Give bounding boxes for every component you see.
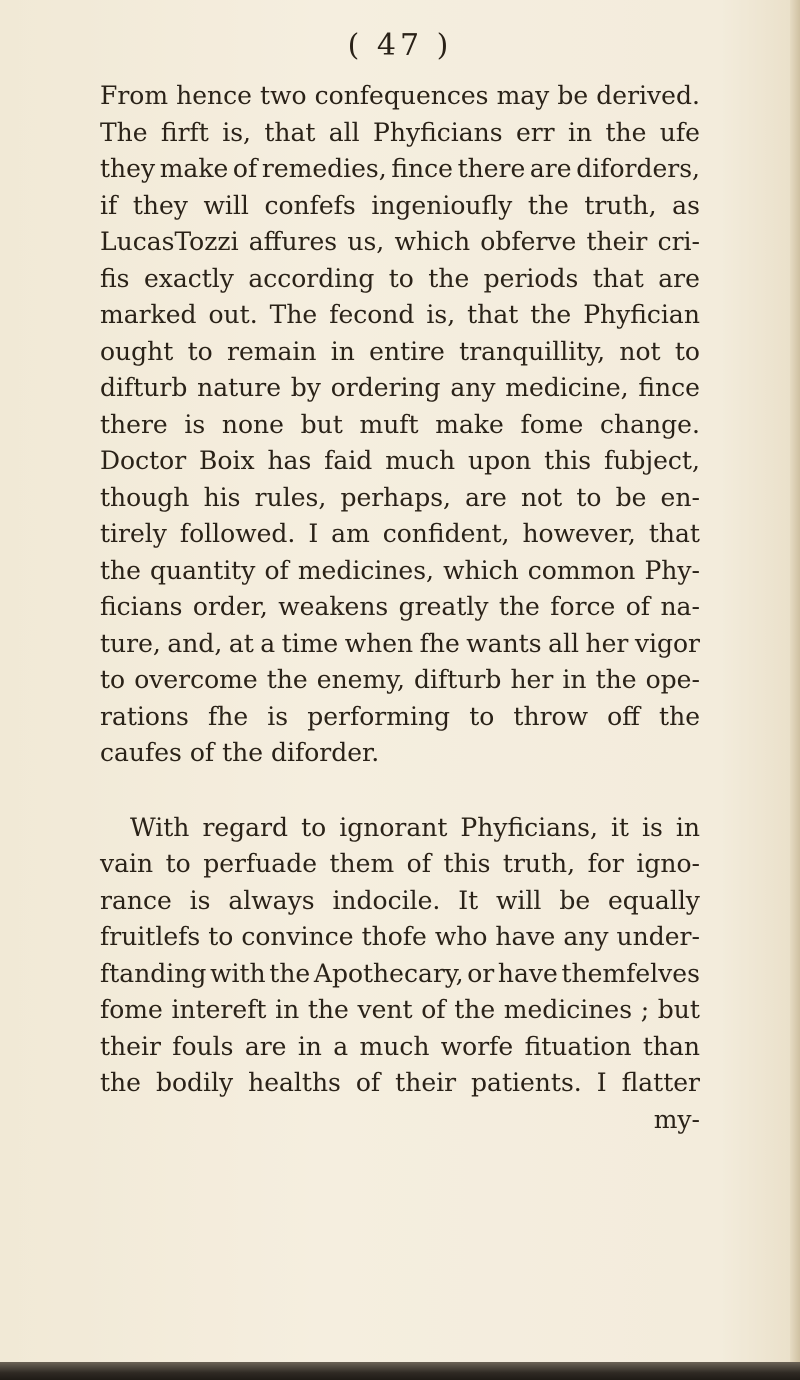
text-line: marked out. The fecond is, that the Phyfician xyxy=(100,300,700,329)
text-line: From hence two confequences may be derived. xyxy=(100,81,700,110)
text-line: fruitlefs to convince thofe who have any under- xyxy=(100,922,700,951)
page-number: ( 47 ) xyxy=(347,28,453,63)
text-line: The firft is, that all Phyficians err in the ufe xyxy=(100,117,700,147)
body-text xyxy=(100,78,700,1138)
text-line: vain to perfuade them of this truth, for igno- xyxy=(100,849,700,878)
text-line: the quantity of medicines, which common Phy- xyxy=(100,555,700,585)
page-edge-bottom xyxy=(0,1362,800,1380)
text-line: the bodily healths of their patients. I flatter xyxy=(100,1068,700,1097)
text-line: though his rules, perhaps, are not to be en- xyxy=(100,482,700,512)
text-line: fis exactly according to the periods that are xyxy=(100,263,700,293)
text-line: difturb nature by ordering any medicine, fince xyxy=(100,373,700,402)
text-line: to overcome the enemy, difturb her in the ope- xyxy=(100,665,700,694)
text-line: rance is always indocile. It will be equally xyxy=(100,885,700,915)
text-line: ought to remain in entire tranquillity, not to xyxy=(100,336,700,366)
page-edge-right xyxy=(790,0,800,1380)
text-line: ture, and, at a time when fhe wants all her vigor xyxy=(100,628,700,658)
text-line: LucasTozzi affures us, which obferve their cri- xyxy=(100,227,700,256)
text-line: Doctor Boix has faid much upon this fubject, xyxy=(100,446,700,475)
text-line: fome intereft in the vent of the medicines ; but xyxy=(100,995,700,1024)
text-line: if they will confefs ingenioufly the truth, as xyxy=(100,190,700,220)
text-line: there is none but muft make fome change. xyxy=(100,409,700,439)
text-line: tirely followed. I am confident, however, that xyxy=(100,519,700,548)
text-line: caufes of the diforder. xyxy=(100,738,380,767)
paragraph-1 xyxy=(100,78,700,772)
text-line: they make of remedies, fince there are diforders, xyxy=(100,154,700,183)
text-line: With regard to ignorant Phyficians, it is in xyxy=(130,812,700,842)
text-line: ftanding with the Apothecary, or have themfelves xyxy=(100,958,700,988)
text-line: their fouls are in a much worfe fituation than xyxy=(100,1031,700,1061)
text-line: rations fhe is performing to throw off the xyxy=(100,701,700,731)
catchword: my- xyxy=(653,1104,700,1134)
paragraph-2 xyxy=(100,810,700,1139)
text-line: ficians order, weakens greatly the force of na- xyxy=(100,592,700,621)
